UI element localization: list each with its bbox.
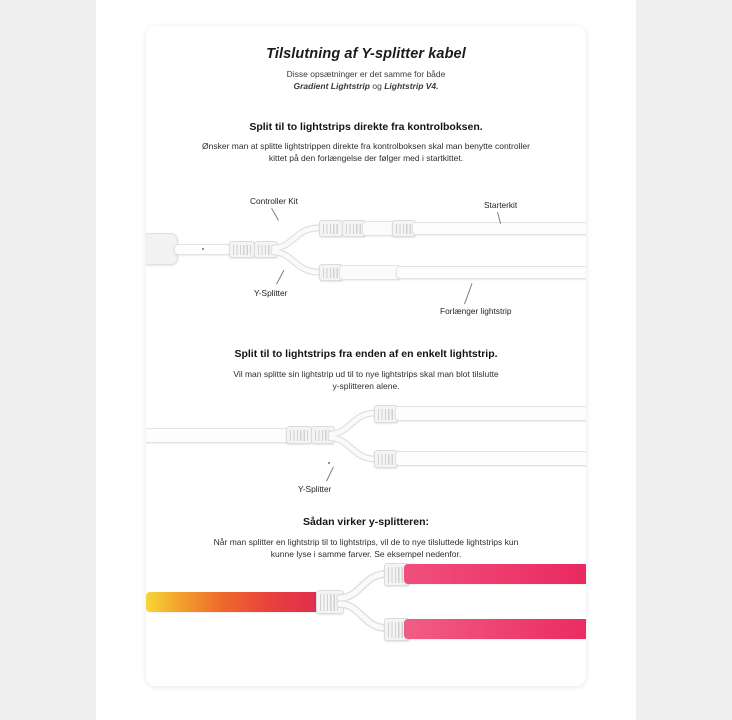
label-extension-strip: Forlænger lightstrip [440,306,512,316]
section-2-heading: Split til to lightstrips fra enden af en enkelt lightstrip. [234,348,498,360]
connector-branch-top [319,220,343,237]
new-lightstrip-bottom [395,451,586,466]
instruction-card [146,26,586,686]
label-starterkit: Starterkit [484,200,518,210]
connector-pins [346,224,362,234]
subtitle-product-2: Lightstrip V4. [384,81,439,91]
result-lightstrip-bottom [404,619,586,639]
lightstrip-bottom-run [396,266,586,279]
leader-controller-kit [271,208,279,221]
section-2-body-line-2: y-splitteren alene. [332,381,400,391]
controller-lead-strip [174,244,236,255]
page-gutter-left [0,0,96,720]
new-lightstrip-top [395,406,586,421]
subtitle-conjunction: og [372,81,382,91]
section-3-body-line-2: kunne lyse i samme farver. Se eksempel nedenfor. [270,549,462,559]
connector-pins [323,268,339,278]
label-y-splitter-2: Y-Splitter [298,484,332,494]
single-lightstrip-run [146,428,304,443]
subtitle-line-1: Disse opsætninger er det samme for både [286,69,446,79]
leader-dot-y-splitter-2 [328,462,330,464]
section-3-heading: Sådan virker y-splitteren: [302,516,430,528]
label-controller-kit: Controller Kit [250,196,298,206]
section-2-body-line-1: Vil man splitte sin lightstrip ud til to nye lightstrips skal man blot tilslutte [233,369,499,379]
connector-controller-kit [229,241,255,258]
leader-dot-controller [202,248,204,250]
page-subtitle [146,68,586,92]
starterkit-strip [412,222,586,235]
connector-pins [290,430,308,441]
connector-pins [233,245,251,255]
page-title: Tilslutning af Y-splitter kabel [266,46,466,62]
connector-pins [378,409,394,420]
result-lightstrip-top [404,564,586,584]
leader-extension-strip [464,283,472,304]
subtitle-product-1: Gradient Lightstrip [293,81,370,91]
connector-pins [323,224,339,234]
extension-strip-bottom [339,265,401,280]
section-1-body-line-1: Ønsker man at splitte lightstrippen direkte fra kontrolboksen skal man benytte controller [202,141,530,151]
label-y-splitter-1: Y-Splitter [254,288,288,298]
connector-lightstrip-end [286,426,312,444]
connector-pins [396,224,412,234]
section-1-body-line-2: kittet på den forlængelse der følger med i startkittet. [268,153,464,163]
page-gutter-right [636,0,732,720]
connector-pins [378,454,394,465]
section-3-body-line-1: Når man splitter en lightstrip til to lightstrips, vil de to nye tilsluttede lightstrips kun [213,537,519,547]
section-1-heading: Split til to lightstrips direkte fra kontrolboksen. [249,121,483,133]
source-lightstrip-colored [146,592,324,612]
